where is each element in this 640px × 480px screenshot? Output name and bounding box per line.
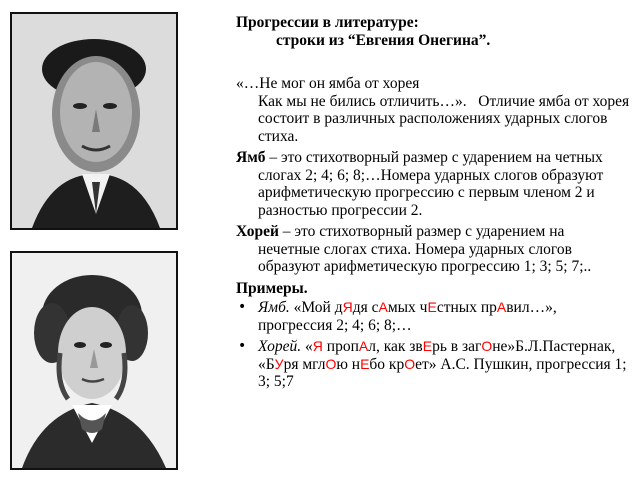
trochee-text: – это стихотворный размер с ударением на нечетные слогах стиха. Номера ударных слогов образуют арифметическую прогрессию 1; 3; 5; 7;.. (258, 223, 592, 275)
example-iamb (236, 299, 630, 334)
example-text-segment: л, как зв (368, 338, 423, 355)
stressed-letter: А (496, 299, 507, 315)
example-text-segment: не»Б.Л.Пастернак, «Б (258, 338, 616, 373)
stressed-letter: О (325, 355, 337, 372)
quote-explanation: Отличие ямба от хорея состоит в различных расположениях ударных слогов стиха. (258, 92, 630, 145)
iamb-term: Ямб (236, 149, 266, 166)
portrait-pasternak-image (12, 14, 176, 228)
stressed-letter: Е (427, 299, 437, 315)
iamb-text: – это стихотворный размер с ударением на четных слогах 2; 4; 6; 8;…Номера ударных слогов образуют арифметическую прогрессию с первым членом 2 и разностью прогрессии 2. (258, 149, 604, 219)
example-text-segment: ря мгл (283, 355, 326, 373)
example-text-segment: « (301, 338, 313, 355)
text-content (236, 14, 630, 395)
quote-line2: Как мы не бились отличить…». (258, 92, 467, 110)
stressed-letter: О (481, 338, 493, 354)
example-iamb-label: Ямб. (258, 299, 290, 316)
iamb-definition (236, 149, 630, 219)
stressed-letter: А (378, 299, 388, 315)
example-text-segment: ет» А.С. Пушкин, прогрессия 1; 3; 5;7 (258, 355, 627, 390)
example-text-segment: дя с (352, 299, 379, 316)
stressed-letter: А (358, 338, 369, 354)
examples-heading: Примеры. (236, 279, 308, 297)
example-trochee (236, 338, 630, 391)
stressed-letter: О (404, 355, 416, 372)
page-title-line2: строки из “Евгения Онегина”. (276, 31, 491, 49)
examples-list (236, 299, 630, 391)
example-text-segment: ю н (336, 355, 361, 373)
portrait-pushkin (10, 251, 178, 470)
stressed-letter: Е (360, 355, 370, 372)
example-trochee-label: Хорей. (258, 338, 302, 355)
example-iamb-text (258, 299, 557, 334)
example-text-segment: «Мой д (289, 299, 343, 316)
trochee-definition (236, 223, 630, 276)
stressed-letter: Я (342, 299, 353, 315)
example-text-segment: проп (322, 338, 359, 355)
example-trochee-text (258, 338, 627, 390)
example-text-segment: стных пр (436, 299, 497, 316)
stressed-letter: Я (312, 338, 323, 354)
example-text-segment: мых ч (387, 299, 428, 316)
onegin-quote (236, 75, 630, 145)
quote-line1: «…Не мог он ямба от хорея (236, 75, 420, 92)
example-text-segment: бо кр (369, 355, 405, 373)
quote-body (236, 93, 630, 146)
page-title-line1: Прогрессии в литературе: (236, 14, 419, 31)
stressed-letter: Е (422, 338, 433, 354)
example-text-segment: рь в заг (432, 338, 482, 355)
portrait-pushkin-image (12, 253, 176, 468)
portrait-pasternak (10, 12, 178, 230)
trochee-term: Хорей (236, 223, 279, 240)
stressed-letter: У (274, 355, 284, 372)
page-title (236, 14, 630, 49)
example-text-segment: вил…», прогрессия 2; 4; 6; 8;… (258, 299, 557, 334)
